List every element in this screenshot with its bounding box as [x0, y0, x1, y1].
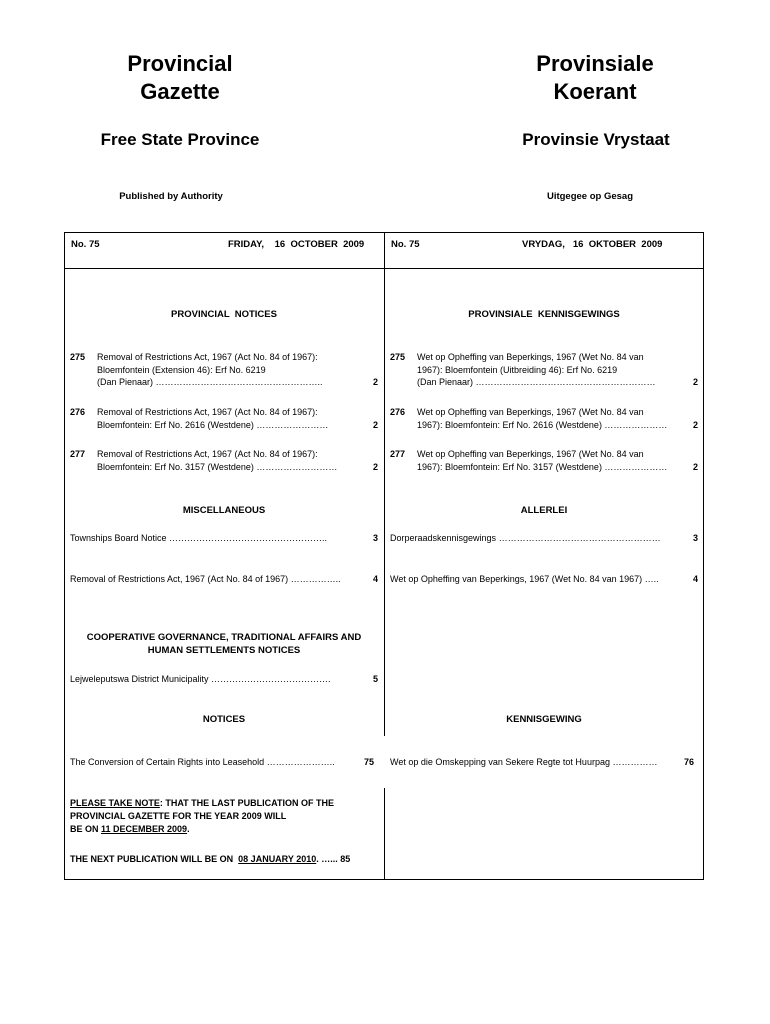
next-publication-date: 08 JANUARY 2010	[238, 854, 317, 864]
next-publication	[70, 853, 382, 866]
note-text: .	[187, 824, 190, 834]
page-number: 3	[692, 533, 698, 543]
notice-line: (Dan Pienaar) ……………………………………………………	[417, 377, 656, 387]
notice-line: Wet op Opheffing van Beperkings, 1967 (Wet No. 84 van	[417, 449, 644, 459]
notice-conversion-rights: The Conversion of Certain Rights into Leasehold …………………..	[70, 757, 335, 767]
page-number: 75	[363, 757, 374, 767]
notice-item-en-277	[70, 448, 380, 476]
page-number: 3	[372, 533, 378, 543]
misc-wet-opheffing: Wet op Opheffing van Beperkings, 1967 (Wet No. 84 van 1967) …..	[390, 574, 659, 584]
misc-dorperaad: Dorperaadskennisgewings ………………………………………………	[390, 533, 661, 543]
issue-date-af: VRYDAG, 16 OKTOBER 2009	[522, 239, 663, 250]
header-divider	[64, 268, 704, 269]
misc-removal-restrictions: Removal of Restrictions Act, 1967 (Act No. 84 of 1967) ……………..	[70, 574, 341, 584]
notice-number: 275	[390, 352, 406, 362]
notice-line: Wet op Opheffing van Beperkings, 1967 (Wet No. 84 van	[417, 407, 644, 417]
province-af: Provinsie Vrystaat	[522, 130, 670, 149]
please-take-note	[70, 797, 382, 836]
notice-line: Removal of Restrictions Act, 1967 (Act No. 84 of 1967):	[97, 407, 318, 417]
note-date: 11 DECEMBER 2009	[101, 824, 188, 834]
gazette-title-af	[465, 50, 725, 106]
note-text: BE ON	[70, 824, 102, 834]
section-provinsiale-kennisgewings: PROVINSIALE KENNISGEWINGS	[468, 309, 620, 320]
column-divider	[384, 232, 385, 736]
authority-af: Uitgegee op Gesag	[546, 191, 634, 202]
notice-line: 1967): Bloemfontein (Uitbreiding 46): Erf No. 6219	[417, 364, 618, 375]
page-number: 2	[372, 462, 378, 472]
notice-number: 277	[390, 449, 406, 459]
notice-line: Wet op Opheffing van Beperkings, 1967 (Wet No. 84 van	[417, 352, 644, 362]
note-text: THE NEXT PUBLICATION WILL BE ON	[70, 854, 239, 864]
issue-number-en: No. 75	[71, 239, 100, 250]
notice-omskepping-regte: Wet op die Omskepping van Sekere Regte tot Huurpag ……………	[390, 757, 658, 767]
notice-line: Bloemfontein (Extension 46): Erf No. 6219	[97, 364, 266, 375]
province-en: Free State Province	[100, 130, 260, 149]
section-allerlei: ALLERLEI	[520, 505, 568, 516]
section-cogta	[64, 631, 384, 657]
gazette-title-af-line2: Koerant	[553, 79, 637, 104]
authority-en: Published by Authority	[119, 191, 223, 202]
page-number: 2	[692, 462, 698, 472]
notice-line: Bloemfontein: Erf No. 3157 (Westdene) ………………………	[97, 461, 338, 472]
notice-item-af-277	[390, 448, 700, 476]
notice-number: 275	[70, 352, 86, 362]
note-text: . …... 85	[316, 854, 351, 864]
issue-date-en: FRIDAY, 16 OCTOBER 2009	[228, 239, 365, 250]
notice-line: Removal of Restrictions Act, 1967 (Act No. 84 of 1967):	[97, 449, 318, 459]
misc-townships-board: Townships Board Notice ……………………………………………..	[70, 533, 328, 543]
gazette-title-en-line1: Provincial	[127, 51, 233, 76]
page-number: 2	[372, 420, 378, 430]
section-cogta-line1: COOPERATIVE GOVERNANCE, TRADITIONAL AFFAIRS AND	[86, 632, 362, 643]
gazette-title-af-line1: Provinsiale	[536, 51, 654, 76]
notice-item-en-275	[70, 351, 380, 391]
section-kennisgewing: KENNISGEWING	[506, 714, 582, 725]
notice-line: 1967): Bloemfontein: Erf No. 2616 (Westdene) …………………	[417, 419, 668, 430]
section-notices: NOTICES	[202, 714, 246, 725]
notice-item-af-276	[390, 406, 700, 434]
notice-item-af-275	[390, 351, 700, 391]
notice-line: Bloemfontein: Erf No. 2616 (Westdene) ……………………	[97, 419, 329, 430]
notice-number: 276	[390, 407, 406, 417]
note-heading: PLEASE TAKE NOTE	[70, 798, 160, 808]
note-text: : THAT THE LAST PUBLICATION OF THE	[159, 798, 334, 808]
page-number: 4	[692, 574, 698, 584]
issue-number-af: No. 75	[391, 239, 420, 250]
gazette-title-en	[50, 50, 310, 106]
notice-number: 276	[70, 407, 86, 417]
page-number: 76	[683, 757, 694, 767]
section-cogta-line2: HUMAN SETTLEMENTS NOTICES	[147, 645, 301, 656]
notice-line: (Dan Pienaar) ………………………………………………..	[97, 377, 323, 387]
page-number: 2	[372, 377, 378, 387]
notice-number: 277	[70, 449, 86, 459]
notice-line: Removal of Restrictions Act, 1967 (Act No. 84 of 1967):	[97, 352, 318, 362]
notice-line: 1967): Bloemfontein: Erf No. 3157 (Westdene) …………………	[417, 461, 668, 472]
section-miscellaneous: MISCELLANEOUS	[182, 505, 266, 516]
section-provincial-notices: PROVINCIAL NOTICES	[171, 309, 277, 320]
cogta-lejweleputswa: Lejweleputswa District Municipality ………………………………….	[70, 674, 331, 684]
page-number: 5	[372, 674, 378, 684]
note-column-divider	[384, 788, 385, 880]
page-number: 2	[692, 420, 698, 430]
notice-item-en-276	[70, 406, 380, 434]
page-number: 2	[692, 377, 698, 387]
note-text: PROVINCIAL GAZETTE FOR THE YEAR 2009 WILL	[70, 811, 287, 821]
gazette-title-en-line2: Gazette	[140, 79, 220, 104]
page-number: 4	[372, 574, 378, 584]
